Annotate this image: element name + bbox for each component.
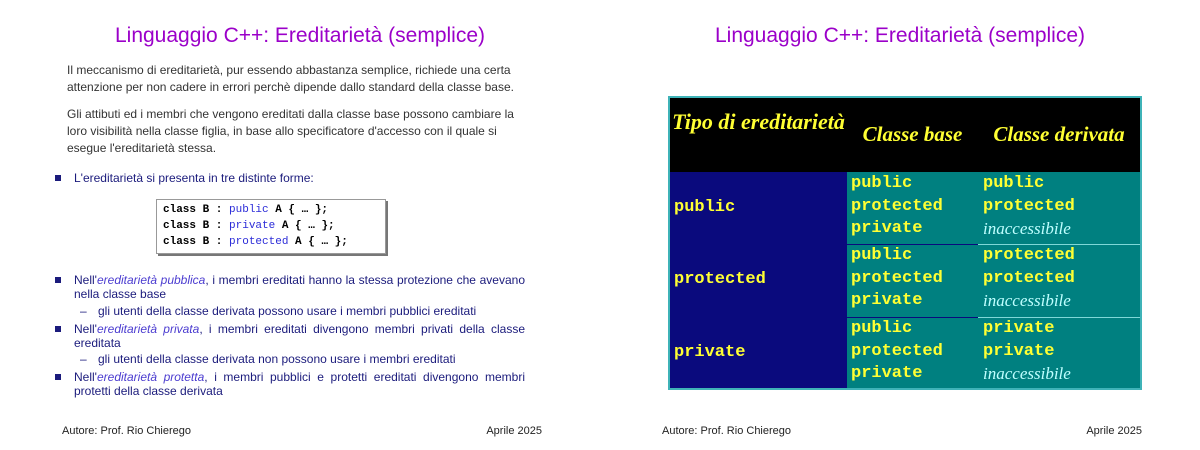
base-member: private (851, 291, 923, 310)
header-text: Classe base (862, 122, 963, 146)
slide-title: Linguaggio C++: Ereditarietà (semplice) (714, 24, 1086, 47)
base-member: protected (851, 196, 943, 216)
header-cell-type (670, 98, 847, 172)
row-label-cell (670, 245, 847, 317)
derived-cell (978, 318, 1140, 388)
header-text: Classe derivata (993, 122, 1125, 146)
square-bullet-icon (55, 277, 61, 283)
base-cell (847, 318, 978, 388)
derived-member: private (983, 341, 1055, 361)
slide-title: Linguaggio C++: Ereditarietà (semplice) (114, 24, 486, 47)
base-cell (847, 172, 978, 244)
derived-member: protected (983, 268, 1075, 288)
square-bullet-icon (55, 326, 61, 332)
base-cell (847, 245, 978, 317)
code-line: class B : protected A { … }; (163, 236, 348, 248)
base-member: protected (851, 268, 943, 288)
intro-paragraph: Il meccanismo di ereditarietà, pur essendo abbastanza semplice, richiede una certa attenzione per non cadere in errori perchè dipende dallo standard della classe base. (67, 63, 514, 94)
square-bullet-icon (55, 175, 61, 181)
derived-member-inaccessible: inaccessibile (983, 364, 1071, 383)
bullet-text: Nell'ereditarietà privata, i membri ereditati divengono membri privati della classe ereditata (74, 322, 525, 350)
derived-member: private (983, 319, 1055, 338)
footer-date: Aprile 2025 (486, 425, 542, 437)
derived-member-inaccessible: inaccessibile (983, 291, 1071, 310)
code-line: class B : public A { … }; (163, 204, 329, 216)
derived-member: protected (983, 196, 1075, 216)
row-label: public (674, 198, 736, 217)
base-member: private (851, 364, 923, 383)
base-member: protected (851, 341, 943, 361)
inheritance-table (668, 96, 1142, 390)
row-label-cell (670, 318, 847, 388)
square-bullet-icon (55, 374, 61, 380)
derived-member-inaccessible: inaccessibile (983, 219, 1071, 238)
dash-bullet: – (80, 352, 87, 366)
bullet-text: Nell'ereditarietà pubblica, i membri ereditati hanno la stessa protezione che avevano nella classe base (74, 273, 525, 301)
footer-date: Aprile 2025 (1086, 425, 1142, 437)
base-member: public (851, 319, 913, 338)
derived-member: public (983, 174, 1045, 193)
derived-member: protected (983, 246, 1075, 265)
header-cell-base (847, 98, 978, 172)
base-member: private (851, 219, 923, 238)
sub-bullet-text: gli utenti della classe derivata non possono usare i membri ereditati (98, 352, 456, 366)
code-example-box (156, 199, 386, 254)
footer-author: Autore: Prof. Rio Chierego (662, 425, 792, 437)
bullet-text: Nell'ereditarietà protetta, i membri pubblici e protetti ereditati divengono membri protetti della classe derivata (74, 370, 526, 398)
derived-cell (978, 245, 1140, 317)
dash-bullet: – (80, 304, 87, 318)
base-member: public (851, 174, 913, 193)
row-label-cell (670, 172, 847, 244)
code-line: class B : private A { … }; (163, 220, 335, 232)
base-member: public (851, 246, 913, 265)
footer-author: Autore: Prof. Rio Chierego (62, 425, 192, 437)
visibility-paragraph: Gli attibuti ed i membri che vengono ereditati dalla classe base possono cambiare la loro visibilità nella classe figlia, in base allo specificatore d'accesso con il quale si esegue l'ereditarietà stessa. (67, 107, 514, 155)
row-label: protected (674, 270, 766, 289)
sub-bullet-text: gli utenti della classe derivata possono usare i membri pubblici ereditati (98, 304, 477, 318)
row-label: private (674, 343, 746, 362)
header-cell-derived (978, 98, 1140, 172)
derived-cell (978, 172, 1140, 244)
header-text: Tipo di ereditarietà (672, 109, 845, 134)
bullet-text: L'ereditarietà si presenta in tre distinte forme: (74, 171, 314, 185)
